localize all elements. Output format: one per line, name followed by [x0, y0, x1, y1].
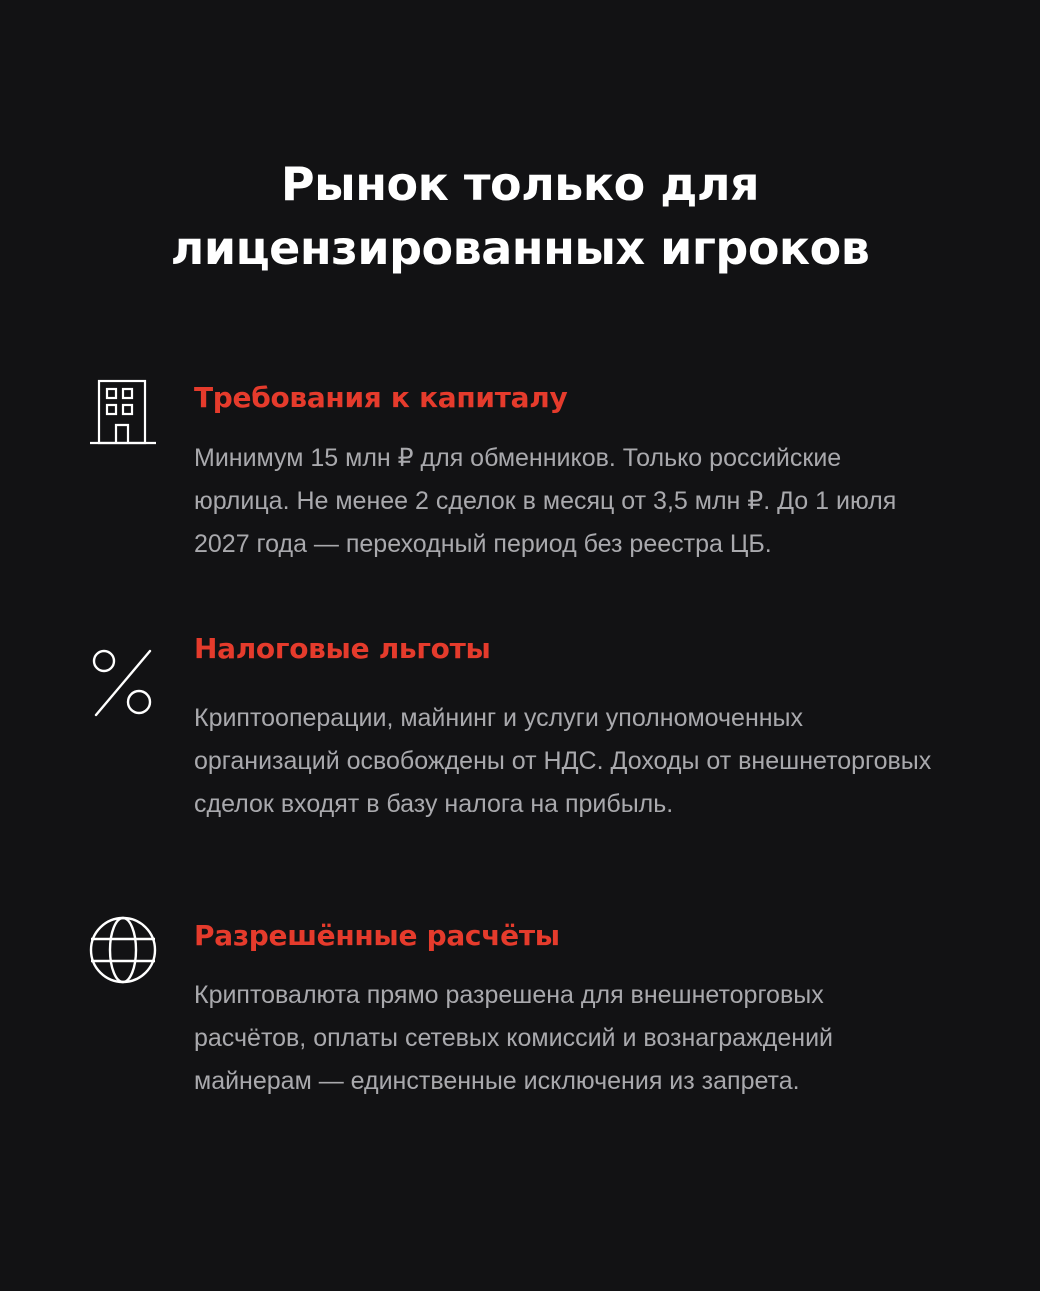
feature-description: Криптооперации, майнинг и услуги уполномоченных организаций освобождены от НДС. Доходы от внешнеторговых сделок входят в базу налога на прибыль.	[194, 704, 932, 818]
feature-heading: Разрешённые расчёты	[194, 919, 560, 952]
feature-description: Криптовалюта прямо разрешена для внешнеторговых расчётов, оплаты сетевых комиссий и вознаграждений майнерам — единственные исключения из запрета.	[194, 981, 834, 1095]
feature-description: Минимум 15 млн ₽ для обменников. Только российские юрлица. Не менее 2 сделок в месяц от 3,5 млн ₽. До 1 июля 2027 года — переходный период без реестра ЦБ.	[194, 444, 897, 558]
building-icon	[88, 378, 158, 448]
globe-icon	[88, 915, 158, 985]
feature-heading: Требования к капиталу	[194, 381, 568, 414]
page-title-line-2: лицензированных игроков	[170, 221, 870, 275]
page-title-line-1: Рынок только для	[280, 157, 760, 211]
feature-heading: Налоговые льготы	[194, 632, 491, 665]
page-title	[0, 152, 1040, 280]
percent-icon	[88, 647, 158, 717]
